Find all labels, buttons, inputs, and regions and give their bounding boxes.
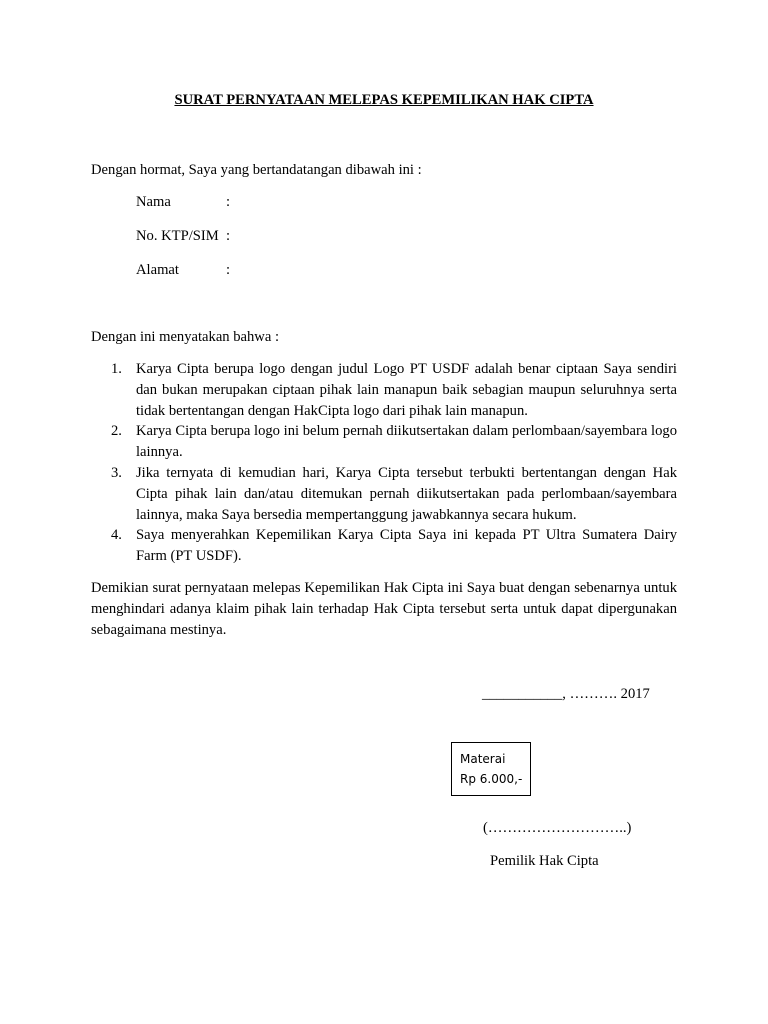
greeting-text: Dengan hormat, Saya yang bertandatangan dibawah ini : xyxy=(91,162,422,178)
list-item-text: Jika ternyata di kemudian hari, Karya Cipta tersebut terbukti bertentangan dengan Hak Cipta pihak lain dan/atau ditemukan pernah diikutsertakan pada perlombaan/sayembara lainnya, maka Saya bersedia mempertanggung jawabkannya secara hukum. xyxy=(136,464,677,523)
document-title-text: SURAT PERNYATAAN MELEPAS KEPEMILIKAN HAK CIPTA xyxy=(174,92,594,108)
field-label: Alamat xyxy=(136,262,179,278)
stamp-label: Materai xyxy=(460,752,506,766)
list-item-number: 4. xyxy=(111,527,122,544)
closing-paragraph: Demikian surat pernyataan melepas Kepemilikan Hak Cipta ini Saya buat dengan sebenarnya untuk menghindari adanya klaim pihak lain terhadap Hak Cipta tersebut serta untuk dapat dipergunakan sebagaimana mestinya. xyxy=(91,580,677,638)
field-alamat xyxy=(136,260,230,280)
field-colon: : xyxy=(226,262,231,278)
list-item xyxy=(91,421,677,463)
field-label: Nama xyxy=(136,194,171,210)
date-line: ___________, ………. 2017 xyxy=(482,686,650,702)
list-item xyxy=(91,463,677,525)
stamp-box xyxy=(451,742,531,796)
signature-line: (………………………..) xyxy=(483,820,632,836)
statement-list xyxy=(91,359,677,567)
field-nama xyxy=(136,192,230,212)
statement-intro: Dengan ini menyatakan bahwa : xyxy=(91,329,280,345)
list-item-text: Saya menyerahkan Kepemilikan Karya Cipta Saya ini kepada PT Ultra Sumatera Dairy Farm (PT USDF). xyxy=(136,527,677,565)
list-item-text: Karya Cipta berupa logo ini belum pernah diikutsertakan dalam perlombaan/sayembara logo lainnya. xyxy=(136,423,677,461)
list-item-number: 2. xyxy=(111,423,122,440)
field-colon: : xyxy=(226,228,231,244)
list-item-number: 3. xyxy=(111,464,122,481)
list-item-text: Karya Cipta berupa logo dengan judul Logo PT USDF adalah benar ciptaan Saya sendiri dan bukan merupakan ciptaan pihak lain manapun baik sebagian maupun seluruhnya serta tidak bertentangan dengan HakCipta logo dari pihak lain manapun. xyxy=(136,361,677,419)
list-item xyxy=(91,359,677,421)
field-label: No. KTP/SIM xyxy=(136,228,219,244)
list-item xyxy=(91,525,677,567)
stamp-amount: Rp 6.000,- xyxy=(460,772,523,786)
document-title xyxy=(0,92,768,109)
signer-role: Pemilik Hak Cipta xyxy=(490,853,599,869)
field-ktp-sim xyxy=(136,226,230,246)
list-item-number: 1. xyxy=(111,361,122,377)
field-colon: : xyxy=(226,194,231,210)
